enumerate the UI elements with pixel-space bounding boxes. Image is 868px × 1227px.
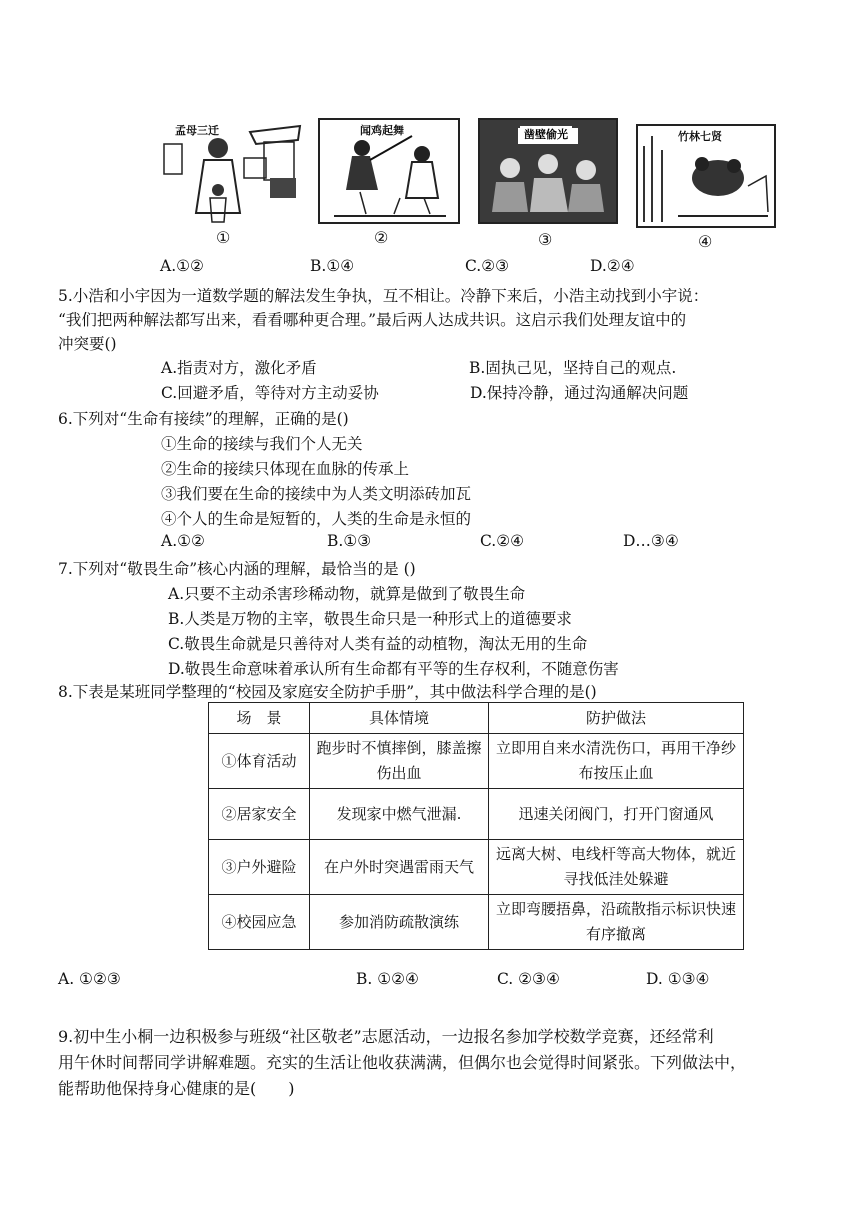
q6-option-b[interactable]: B.①③ bbox=[327, 532, 372, 550]
q4-option-a[interactable]: A.①② bbox=[160, 257, 204, 275]
q7-option-a[interactable]: A.只要不主动杀害珍稀动物，就算是做到了敬畏生命 bbox=[168, 585, 526, 603]
q7-stem: 7.下列对“敬畏生命”核心内涵的理解，最恰当的是 () bbox=[58, 560, 416, 578]
q6-stem: 6.下列对“生命有接续”的理解，正确的是() bbox=[58, 410, 349, 428]
q5-option-c[interactable]: C.回避矛盾，等待对方主动妥协 bbox=[161, 384, 379, 402]
safety-handbook-table bbox=[208, 702, 744, 950]
table-cell-situation: 发现家中燃气泄漏. bbox=[310, 789, 489, 840]
table-cell-scene: ②居家安全 bbox=[209, 789, 310, 840]
table-row bbox=[209, 840, 744, 895]
illustration-number-1: ① bbox=[216, 228, 231, 247]
table-cell-situation: 跑步时不慎摔倒，膝盖擦伤出血 bbox=[310, 734, 489, 789]
q6-option-a[interactable]: A.①② bbox=[161, 532, 205, 550]
table-cell-situation: 参加消防疏散演练 bbox=[310, 895, 489, 950]
q4-option-d[interactable]: D.②④ bbox=[590, 257, 635, 275]
table-cell-protection: 远离大树、电线杆等高大物体，就近寻找低洼处躲避 bbox=[489, 840, 744, 895]
table-cell-protection: 立即弯腰捂鼻，沿疏散指示标识快速有序撤离 bbox=[489, 895, 744, 950]
table-header-situation: 具体情境 bbox=[310, 703, 489, 734]
table-cell-protection: 立即用自来水清洗伤口，再用干净纱布按压止血 bbox=[489, 734, 744, 789]
table-header-row bbox=[209, 703, 744, 734]
q6-item-4: ④个人的生命是短暂的，人类的生命是永恒的 bbox=[161, 510, 472, 528]
table-row bbox=[209, 895, 744, 950]
illustration-caption-2: 闻鸡起舞 bbox=[360, 124, 404, 137]
table-header-scene: 场 景 bbox=[209, 703, 310, 734]
q4-option-c[interactable]: C.②③ bbox=[465, 257, 510, 275]
illustration-number-3: ③ bbox=[538, 230, 553, 249]
q6-item-3: ③我们要在生命的接续中为人类文明添砖加瓦 bbox=[161, 485, 472, 503]
illustration-caption-3: 凿壁偷光 bbox=[520, 126, 572, 142]
q9-stem-line-3: 能帮助他保持身心健康的是( ) bbox=[58, 1079, 295, 1098]
q7-option-b[interactable]: B.人类是万物的主宰，敬畏生命只是一种形式上的道德要求 bbox=[168, 610, 572, 628]
q5-option-a[interactable]: A.指责对方，激化矛盾 bbox=[161, 359, 317, 377]
q8-option-c[interactable]: C. ②③④ bbox=[497, 970, 560, 988]
table-cell-scene: ③户外避险 bbox=[209, 840, 310, 895]
q5-option-b[interactable]: B.固执己见，坚持自己的观点. bbox=[469, 359, 677, 377]
table-cell-scene: ①体育活动 bbox=[209, 734, 310, 789]
q4-option-b[interactable]: B.①④ bbox=[310, 257, 355, 275]
illustration-number-2: ② bbox=[374, 228, 389, 247]
q5-option-d[interactable]: D.保持冷静，通过沟通解决问题 bbox=[470, 384, 689, 402]
q7-option-c[interactable]: C.敬畏生命就是只善待对人类有益的动植物，淘汰无用的生命 bbox=[168, 635, 588, 653]
q6-option-c[interactable]: C.②④ bbox=[480, 532, 525, 550]
q8-stem: 8.下表是某班同学整理的“校园及家庭安全防护手册”，其中做法科学合理的是() bbox=[58, 683, 597, 701]
q7-option-d[interactable]: D.敬畏生命意味着承认所有生命都有平等的生存权利，不随意伤害 bbox=[168, 660, 619, 678]
table-cell-protection: 迅速关闭阀门，打开门窗通风 bbox=[489, 789, 744, 840]
illustration-caption-4: 竹林七贤 bbox=[678, 130, 722, 143]
q5-stem-line-1: 5.小浩和小宇因为一道数学题的解法发生争执，互不相让。冷静下来后，小浩主动找到小宇说： bbox=[58, 287, 709, 305]
q9-stem-line-1: 9.初中生小桐一边积极参与班级“社区敬老”志愿活动，一边报名参加学校数学竞赛，还经常利 bbox=[58, 1027, 714, 1046]
q5-stem-line-3: 冲突要() bbox=[58, 335, 117, 353]
q6-option-d[interactable]: D…③④ bbox=[623, 532, 679, 550]
table-cell-scene: ④校园应急 bbox=[209, 895, 310, 950]
q8-option-b[interactable]: B. ①②④ bbox=[356, 970, 419, 988]
illustration-caption-1: 孟母三迁 bbox=[175, 124, 219, 137]
table-row bbox=[209, 789, 744, 840]
illustration-number-4: ④ bbox=[698, 232, 713, 251]
table-cell-situation: 在户外时突遇雷雨天气 bbox=[310, 840, 489, 895]
q6-item-1: ①生命的接续与我们个人无关 bbox=[161, 435, 363, 453]
table-header-protection: 防护做法 bbox=[489, 703, 744, 734]
q9-stem-line-2: 用午休时间帮同学讲解难题。充实的生活让他收获满满，但偶尔也会觉得时间紧张。下列做法中， bbox=[58, 1053, 747, 1072]
q5-stem-line-2: “我们把两种解法都写出来，看看哪种更合理。”最后两人达成共识。这启示我们处理友谊中的 bbox=[58, 311, 687, 329]
q8-option-a[interactable]: A. ①②③ bbox=[58, 970, 121, 988]
q8-option-d[interactable]: D. ①③④ bbox=[646, 970, 710, 988]
table-row bbox=[209, 734, 744, 789]
q6-item-2: ②生命的接续只体现在血脉的传承上 bbox=[161, 460, 410, 478]
